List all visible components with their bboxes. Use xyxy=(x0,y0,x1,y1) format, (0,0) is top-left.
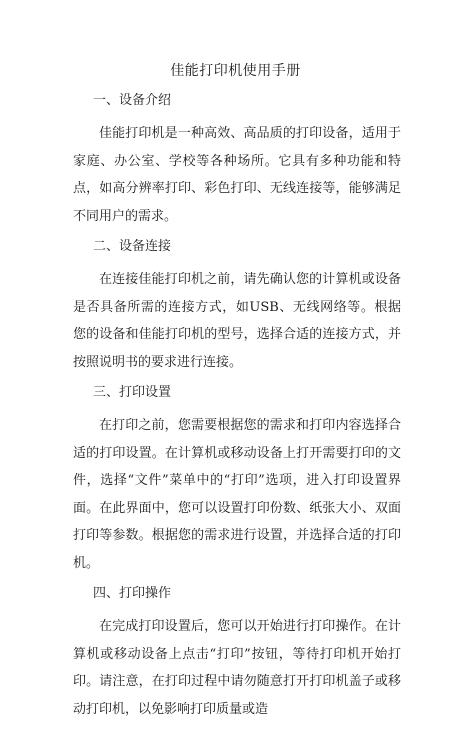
section-text-device-connection: 在连接佳能打印机之前，请先确认您的计算机或设备是否具备所需的连接方式，如USB、无线网络等。根据您的设备和佳能打印机的型号，选择合适的连接方式，并按照说明书的要求进行连接。 xyxy=(73,272,401,370)
document-title: 佳能打印机使用手册 xyxy=(170,63,301,79)
section-text-print-settings: 在打印之前，您需要根据您的需求和打印内容选择合适的打印设置。在计算机或移动设备上打开需要打印的文件，选择“文件”菜单中的“打印”选项，进入打印设置界面。在此界面中，您可以设置打印份数、纸张大小、双面打印等参数。根据您的需求进行设置，并选择合适的打印机。 xyxy=(73,418,401,571)
section-heading-device-intro: 一、设备介绍 xyxy=(93,93,172,108)
section-heading-print-settings: 三、打印设置 xyxy=(93,385,172,400)
section-text-device-intro: 佳能打印机是一种高效、高品质的打印设备，适用于家庭、办公室、学校等各种场所。它具有多种功能和特点，如高分辨率打印、彩色打印、无线连接等，能够满足不同用户的需求。 xyxy=(73,126,401,224)
document-body xyxy=(73,92,401,731)
section-heading-print-operation: 四、打印操作 xyxy=(93,586,172,601)
section-text-print-operation: 在完成打印设置后，您可以开始进行打印操作。在计算机或移动设备上点击“打印”按钮，等待打印机开始打印。请注意，在打印过程中请勿随意打开打印机盖子或移动打印机，以免影响打印质量或造 xyxy=(73,619,401,717)
section-heading-device-connection: 二、设备连接 xyxy=(93,239,172,254)
